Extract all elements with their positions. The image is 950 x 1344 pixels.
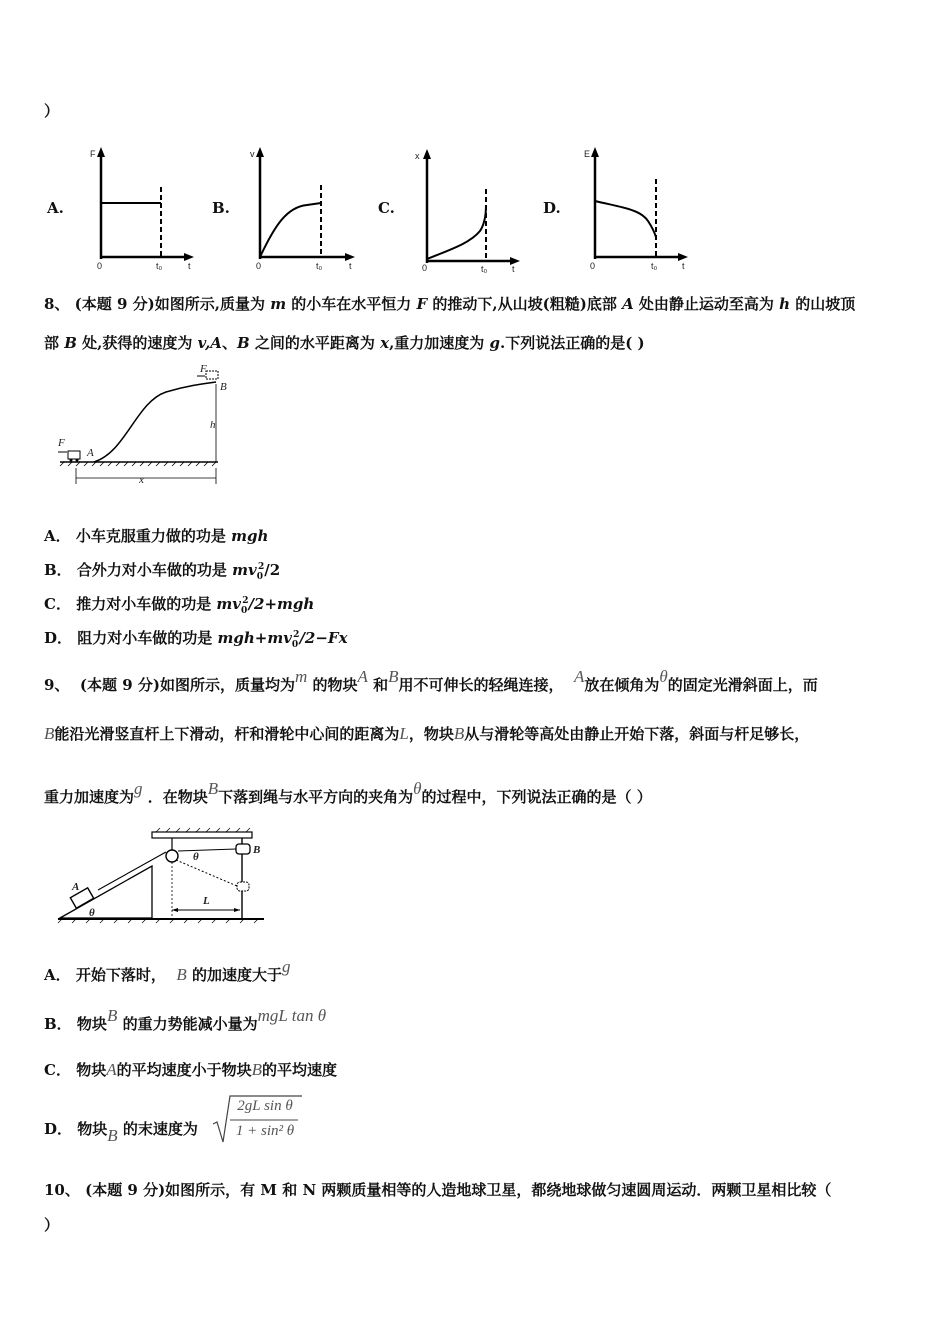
fraction-denominator: 1 + sin² θ	[235, 1123, 295, 1139]
x-axis-label: t	[349, 261, 352, 271]
rope-dotted	[176, 860, 237, 886]
q9-option-c[interactable]: C． 物块A的平均速度小于物块B的平均速度	[44, 1060, 338, 1079]
q8-option-d[interactable]: D． 阻力对小车做的功是 $mgh+mv_0^2/2-Fx$	[44, 629, 348, 650]
t0-label: t₀	[156, 261, 163, 271]
q9-stem-line1: 9、 (本题 9 分)如图所示，质量均为m 的物块A 和B用不可伸长的轻绳连接， A放在倾角为θ的固定光滑斜面上，而	[44, 667, 818, 694]
origin-label: 0	[422, 263, 428, 273]
q8-option-c[interactable]: C． 推力对小车做的功是 $mv_0^2/2+mgh$	[44, 595, 315, 616]
block-b-lowered	[237, 882, 249, 891]
q9-option-a[interactable]: A． 开始下落时， B 的加速度大于g	[44, 957, 291, 984]
q7-option-c-label: C.	[378, 199, 395, 217]
q8-stem-line1: 8、 (本题 9 分)如图所示,质量为 m 的小车在水平恒力 F 的推动下,从山坡(粗糙)底部 A 处由静止运动至高为 h 的山坡顶	[44, 295, 856, 313]
x-axis-arrow	[678, 253, 688, 261]
q7-graph-c	[412, 145, 524, 275]
q9-option-b[interactable]: B． 物块B 的重力势能减小量为mgL tan θ	[44, 1006, 327, 1033]
label-h: h	[210, 419, 216, 431]
block-b	[236, 844, 250, 854]
label-x: x	[139, 474, 144, 486]
label-theta-top: θ	[193, 851, 199, 863]
q7-option-a-label: A.	[47, 199, 64, 217]
y-axis-arrow	[423, 149, 431, 159]
t0-label: t₀	[316, 261, 323, 271]
y-axis-label: F	[90, 149, 96, 159]
label-f-top: F	[200, 363, 207, 375]
q9-option-d[interactable]: D． 物块B 的末速度为	[44, 1120, 198, 1145]
x-axis-arrow	[345, 253, 355, 261]
displacement-curve	[427, 205, 486, 259]
q8-option-b[interactable]: B． 合外力对小车做的功是 $mv_0^2/2$	[44, 561, 281, 582]
label-f-bottom: F	[58, 437, 65, 449]
y-axis-arrow	[97, 147, 105, 157]
continuation-paren: ）	[44, 102, 60, 120]
origin-label: 0	[256, 261, 262, 271]
cart-at-a	[68, 451, 80, 459]
x-axis-label: t	[682, 261, 685, 271]
q7-graph-d	[580, 145, 692, 275]
hill-curve	[94, 382, 216, 462]
q8-stem-line2: 部 B 处,获得的速度为 v,A、B 之间的水平距离为 x,重力加速度为 g.下列说法正确的是( )	[44, 334, 645, 352]
t0-label: t₀	[481, 264, 488, 274]
y-axis-arrow	[591, 147, 599, 157]
label-theta-bottom: θ	[89, 907, 95, 919]
cart-at-b	[206, 371, 218, 379]
q7-graph-a	[88, 145, 198, 275]
energy-curve	[595, 201, 656, 237]
q8-figure-hill	[56, 362, 228, 486]
rope-to-a	[98, 852, 166, 890]
ceiling	[152, 832, 252, 838]
y-axis-label: v	[250, 149, 255, 159]
q8-option-a[interactable]: A． 小车克服重力做的功是 mgh	[44, 527, 269, 545]
q7-graph-b	[247, 145, 359, 275]
t0-label: t₀	[651, 261, 658, 271]
y-axis-arrow	[256, 147, 264, 157]
q9-stem-line3: 重力加速度为g ．在物块B下落到绳与水平方向的夹角为θ的过程中，下列说法正确的是（ ）	[44, 779, 652, 806]
label-l: L	[203, 895, 210, 907]
q7-option-d-label: D.	[543, 199, 561, 217]
q7-option-b-label: B.	[212, 199, 230, 217]
label-b: B	[253, 844, 261, 856]
fraction-numerator: 2gL sin θ	[237, 1098, 293, 1114]
velocity-curve	[260, 203, 321, 257]
q9-figure-incline	[56, 826, 268, 928]
y-axis-label: E	[584, 149, 591, 159]
y-axis-label: x	[415, 151, 420, 161]
q10-stem-line2: ）	[44, 1216, 60, 1234]
q10-stem-line1: 10、 (本题 9 分)如图所示，有 M 和 N 两颗质量相等的人造地球卫星，都绕地球做匀速圆周运动．两颗卫星相比较（	[44, 1181, 832, 1199]
x-axis-arrow	[184, 253, 194, 261]
label-a: A	[72, 881, 80, 893]
q9-stem-line2: B能沿光滑竖直杆上下滑动，杆和滑轮中心间的距离为L，物块B从与滑轮等高处由静止开始下落，斜面与杆足够长，	[44, 724, 810, 743]
rope-horizontal	[178, 849, 236, 851]
origin-label: 0	[590, 261, 596, 271]
label-b: B	[220, 381, 227, 393]
x-axis-label: t	[512, 264, 515, 274]
origin-label: 0	[97, 261, 103, 271]
x-axis-label: t	[188, 261, 191, 271]
label-a: A	[87, 447, 94, 459]
